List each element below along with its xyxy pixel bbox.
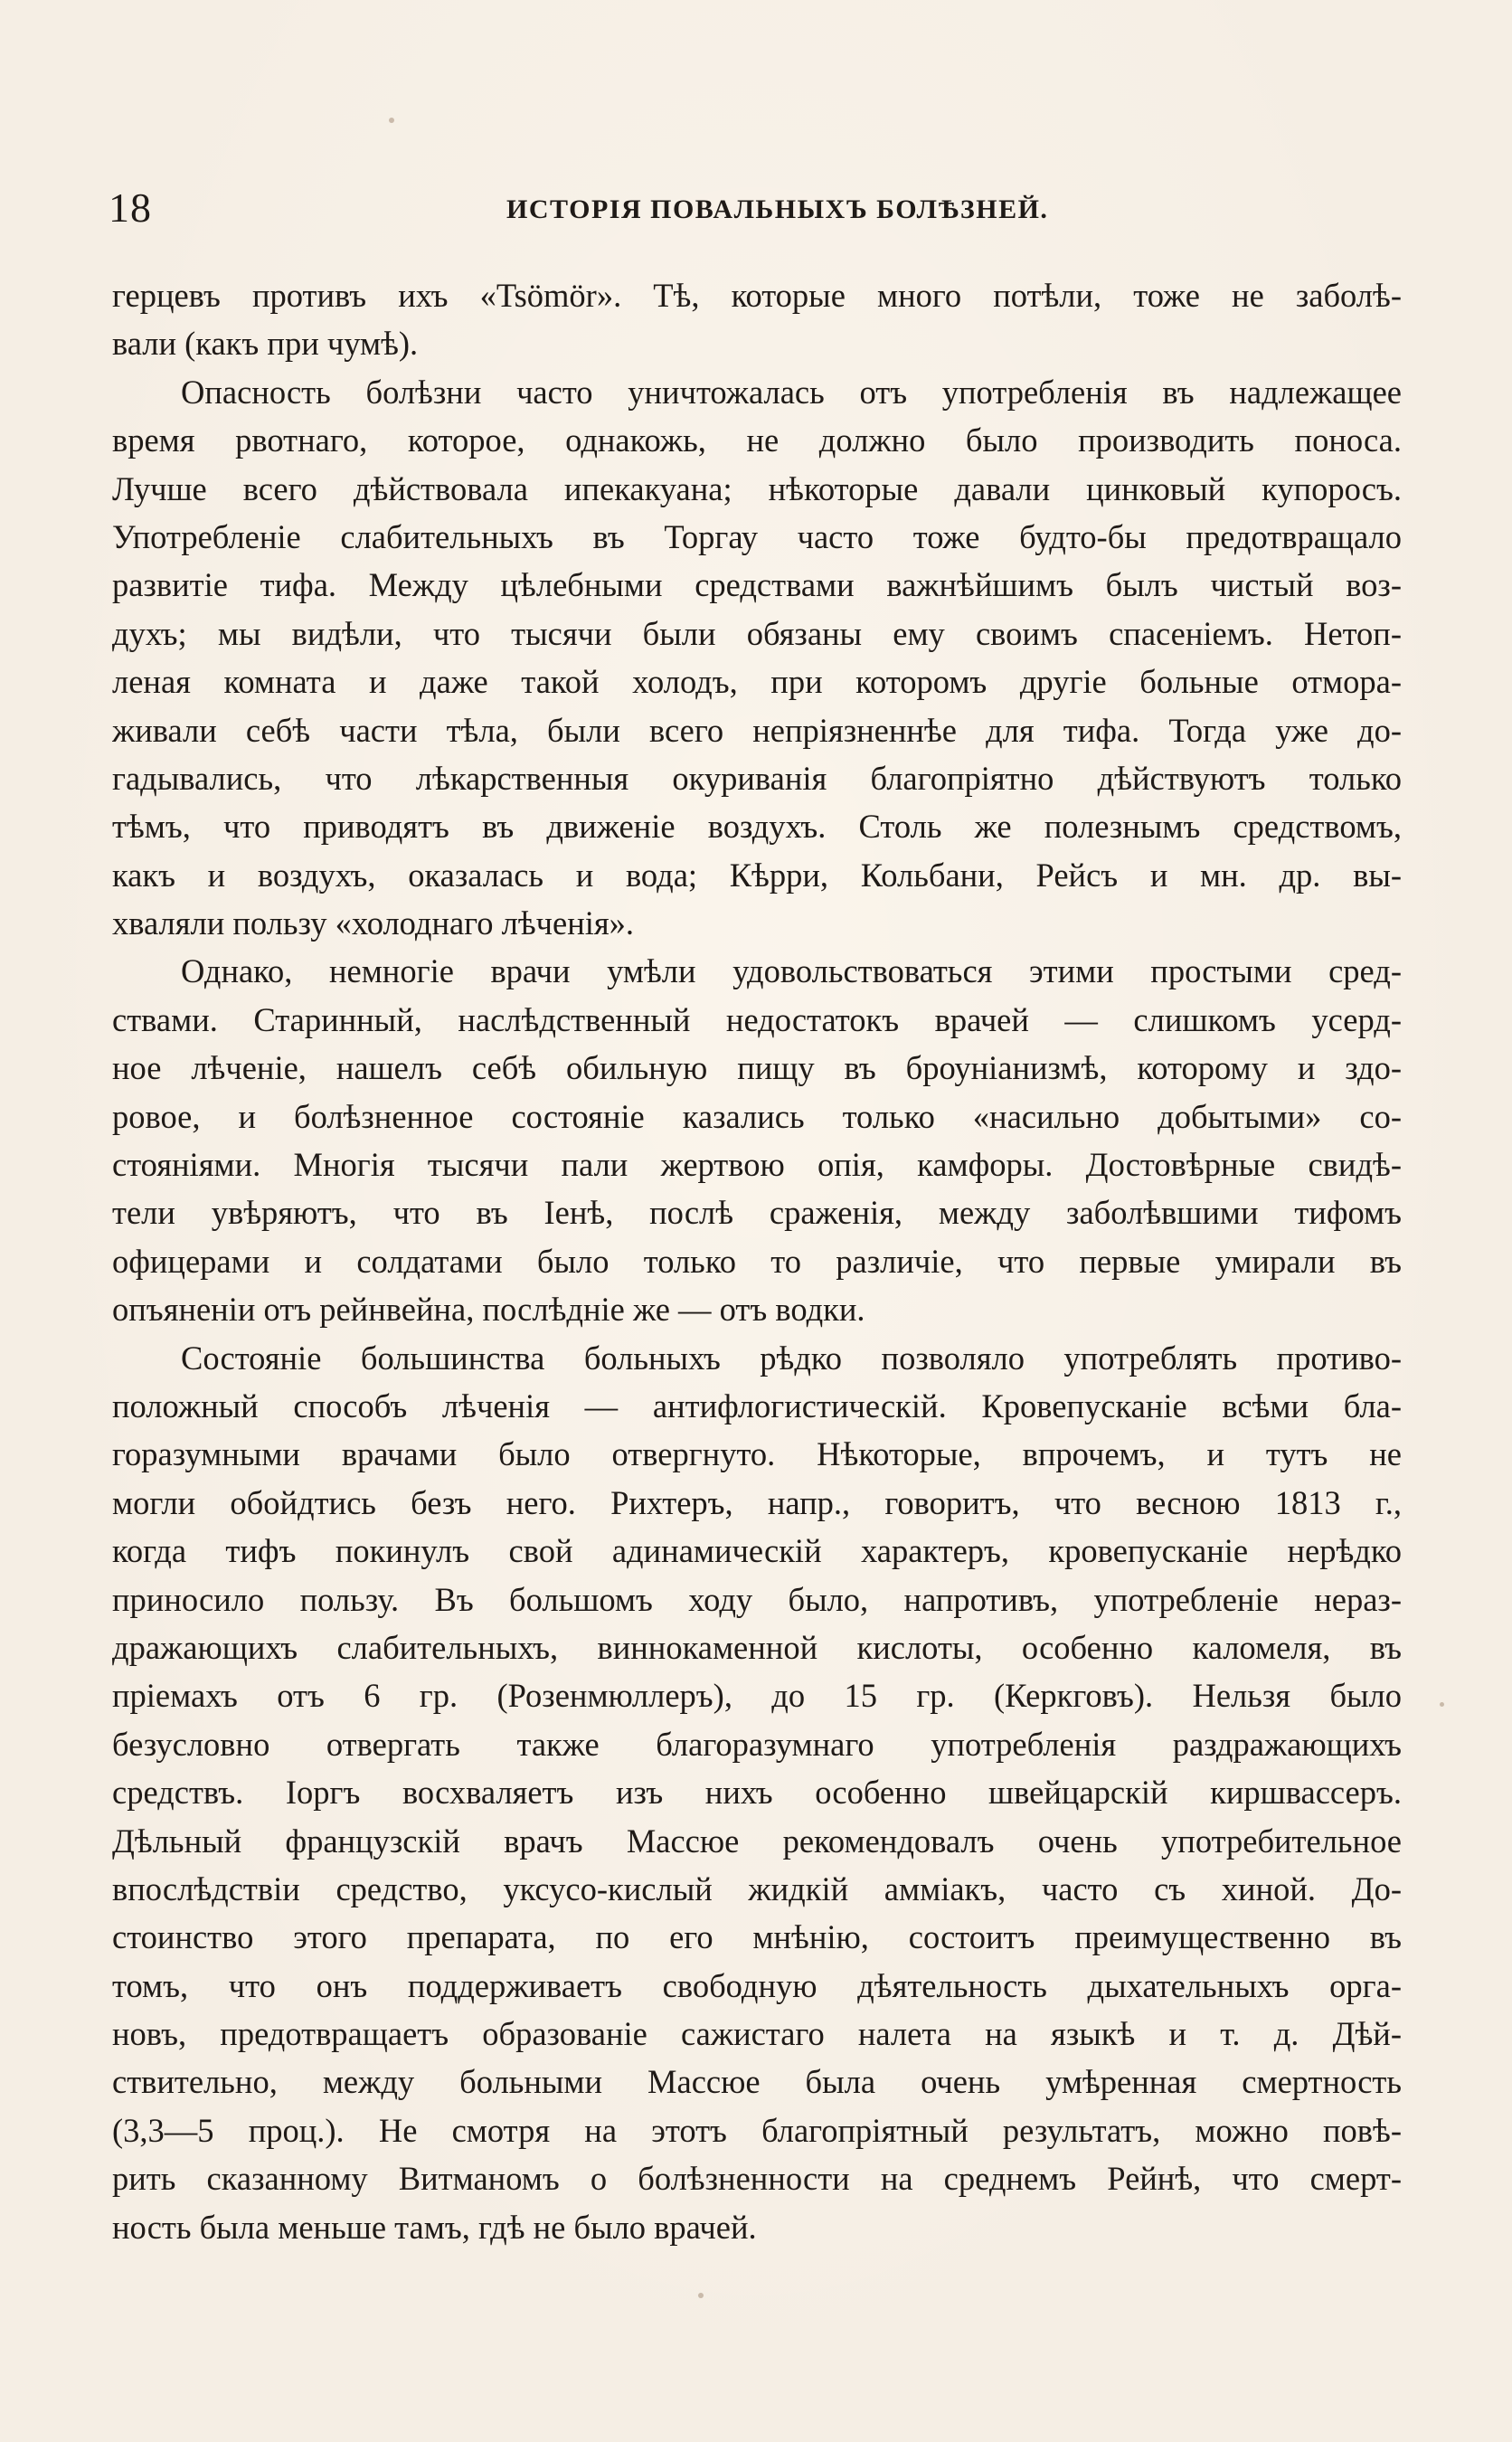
text-line: время рвотнаго, которое, однакожь, не должно было производить поноса.: [112, 421, 1402, 459]
text-line: приносило пользу. Въ большомъ ходу было, напротивъ, употребленіе нераз-: [112, 1580, 1402, 1618]
text-line: горазумными врачами было отвергнуто. Нѣкоторые, впрочемъ, и тутъ не: [112, 1435, 1402, 1473]
text-line: рить сказанному Витманомъ о болѣзненности на среднемъ Рейнѣ, что смерт-: [112, 2160, 1402, 2198]
text-line: средствъ. Іоргъ восхваляетъ изъ нихъ особенно швейцарскій киршвассеръ.: [112, 1774, 1402, 1812]
text-line: пріемахъ отъ 6 гр. (Розенмюллеръ), до 15 гр. (Керкговъ). Нельзя было: [112, 1677, 1402, 1715]
text-line: тели увѣряютъ, что въ Іенѣ, послѣ сраженія, между заболѣвшими тифомъ: [112, 1194, 1402, 1232]
ink-speck: [1440, 1702, 1444, 1707]
ink-speck: [389, 118, 394, 123]
ink-speck: [698, 2293, 704, 2298]
text-line: когда тифъ покинулъ свой адинамическій характеръ, кровепусканіе нерѣдко: [112, 1532, 1402, 1570]
text-line: духъ; мы видѣли, что тысячи были обязаны ему своимъ спасеніемъ. Нетоп-: [112, 614, 1402, 652]
text-line: ровое, и болѣзненное состояніе казались только «насильно добытыми» со-: [112, 1097, 1402, 1135]
text-line: Опасность болѣзни часто уничтожалась отъ употребленія въ надлежащее: [181, 373, 1402, 411]
text-line: офицерами и солдатами было только то различіе, что первые умирали въ: [112, 1242, 1402, 1280]
text-line: ность была меньше тамъ, гдѣ не было врачей.: [112, 2208, 757, 2246]
text-line: гадывались, что лѣкарственныя окуриванія благопріятно дѣйствуютъ только: [112, 759, 1402, 797]
text-line: хваляли пользу «холоднаго лѣченія».: [112, 904, 635, 942]
page-number: 18: [109, 185, 152, 231]
text-line: опъяненіи отъ рейнвейна, послѣдніе же — отъ водки.: [112, 1291, 865, 1329]
text-line: вали (какъ при чумѣ).: [112, 325, 419, 363]
text-line: живали себѣ части тѣла, были всего непріязненнѣе для тифа. Тогда уже до-: [112, 711, 1402, 749]
text-line: леная комната и даже такой холодъ, при которомъ другіе больные отмора-: [112, 663, 1402, 701]
text-line: томъ, что онъ поддерживаетъ свободную дѣятельность дыхательныхъ орга-: [112, 1966, 1402, 2004]
text-line: развитіе тифа. Между цѣлебными средствами важнѣйшимъ былъ чистый воз-: [112, 566, 1402, 604]
running-title: ИСТОРІЯ ПОВАЛЬНЫХЪ БОЛѢЗНЕЙ.: [506, 194, 1049, 224]
text-line: ствительно, между больными Массюе была очень умѣренная смертность: [112, 2063, 1402, 2101]
text-line: герцевъ противъ ихъ «Tsömör». Тѣ, которые много потѣли, тоже не заболѣ-: [112, 277, 1402, 314]
text-line: Однако, немногіе врачи умѣли удовольствоваться этими простыми сред-: [181, 952, 1402, 990]
text-line: (3,3—5 проц.). Не смотря на этотъ благопріятный результатъ, можно повѣ-: [112, 2111, 1402, 2149]
body-text: [112, 271, 1402, 2251]
text-line: Дѣльный французскій врачъ Массюе рекомендовалъ очень употребительное: [112, 1822, 1402, 1860]
text-line: могли обойдтись безъ него. Рихтеръ, напр., говоритъ, что весною 1813 г.,: [112, 1483, 1402, 1521]
text-line: новъ, предотвращаетъ образованіе сажистаго налета на языкѣ и т. д. Дѣй-: [112, 2015, 1402, 2053]
text-line: какъ и воздухъ, оказалась и вода; Кѣрри, Кольбани, Рейсъ и мн. др. вы-: [112, 856, 1402, 894]
text-line: впослѣдствіи средство, уксусо-кислый жидкій аммiакъ, часто съ хиной. До-: [112, 1869, 1402, 1907]
text-line: положный способъ лѣченія — антифлогистическій. Кровепусканіе всѣми бла-: [112, 1387, 1402, 1424]
text-line: ное лѣченіе, нашелъ себѣ обильную пищу въ броуніанизмѣ, которому и здо-: [112, 1049, 1402, 1087]
text-line: Состояніе большинства больныхъ рѣдко позволяло употреблять противо-: [181, 1339, 1402, 1377]
text-line: тѣмъ, что приводятъ въ движеніе воздухъ. Столь же полезнымъ средствомъ,: [112, 808, 1402, 846]
page-header: [109, 181, 1402, 235]
text-line: безусловно отвергать также благоразумнаго употребленія раздражающихъ: [112, 1725, 1402, 1763]
text-line: Употребленіе слабительныхъ въ Торгау часто тоже будто-бы предотвращало: [112, 517, 1402, 555]
text-line: стоинство этого препарата, по его мнѣнію, состоитъ преимущественно въ: [112, 1918, 1402, 1956]
text-line: Лучше всего дѣйствовала ипекакуана; нѣкоторые давали цинковый купоросъ.: [112, 469, 1402, 507]
text-line: ствами. Старинный, наслѣдственный недостатокъ врачей — слишкомъ усерд-: [112, 1000, 1402, 1038]
text-line: стояніями. Многія тысячи пали жертвою опія, камфоры. Достовѣрные свидѣ-: [112, 1146, 1402, 1184]
text-line: дражающихъ слабительныхъ, виннокаменной кислоты, особенно каломеля, въ: [112, 1628, 1402, 1666]
